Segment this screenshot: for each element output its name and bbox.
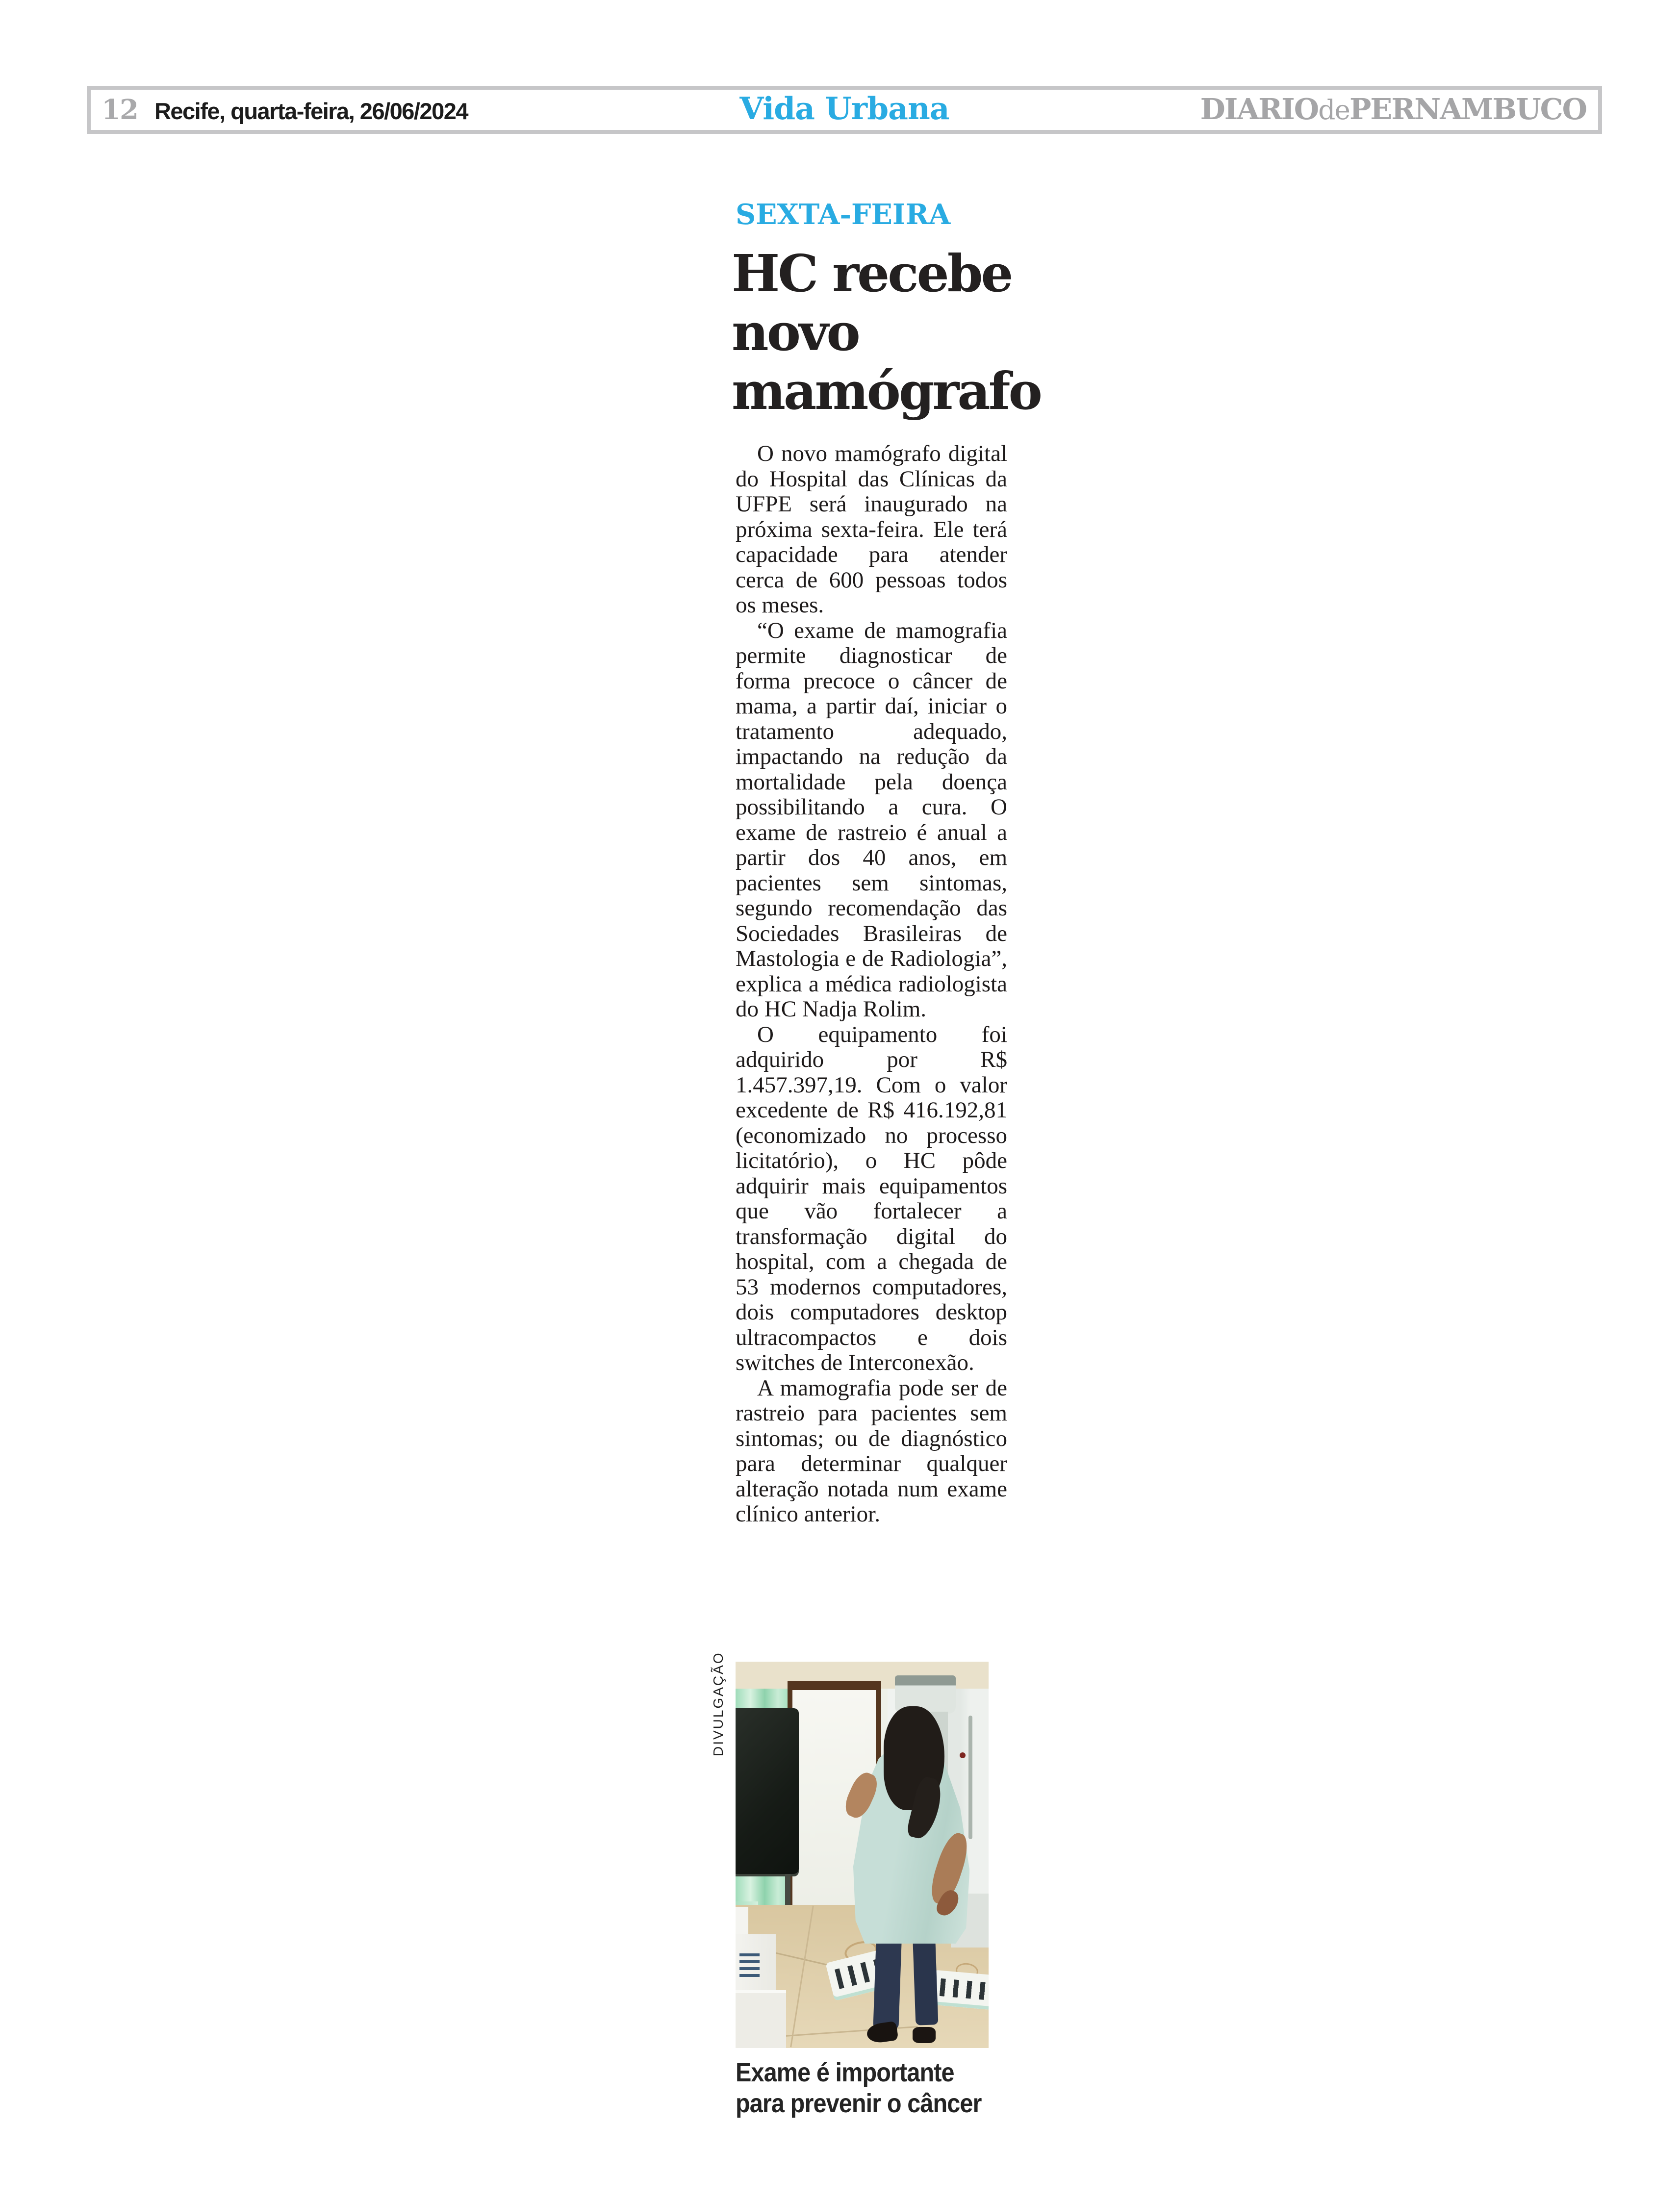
headline-line-3: mamógrafo <box>732 361 1041 421</box>
photo-machine-rail <box>968 1716 972 1839</box>
caption-line-2: para prevenir o câncer <box>736 2089 982 2118</box>
article-body <box>736 441 1007 1527</box>
photo-floor-marker-right <box>932 1970 989 2010</box>
headline-line-1: HC recebe <box>732 243 1012 304</box>
kicker: SEXTA-FEIRA <box>736 198 951 231</box>
photo-machine-red-button <box>960 1752 966 1758</box>
page-header-left <box>102 94 468 126</box>
brand-part-pernambuco: PERNAMBUCO <box>1349 92 1586 126</box>
page-header-bar <box>87 86 1602 134</box>
headline <box>732 243 1041 421</box>
photo-equipment-box-2 <box>736 1990 786 2048</box>
photo-marker-dashes-right <box>940 1978 987 2000</box>
photo-patient-right-shoe <box>913 2027 935 2043</box>
headline-line-2: novo <box>732 302 859 362</box>
article-photo <box>736 1662 989 2048</box>
body-paragraph-2: “O exame de mamografia permite diagnosticar de forma precoce o câncer de mama, a partir daí, iniciar o tratamento adequado, impactando na redução da mortalidade pela doença possibilitando a cura. O exame de rastreio é anual a partir dos 40 anos, em pacientes sem sintomas, segundo recomendação das Sociedades Brasileiras de Mastologia e de Radiologia”, explica a médica radiologista do HC Nadja Rolim. <box>736 617 1007 1022</box>
section-title: Vida Urbana <box>739 90 949 127</box>
caption-line-1: Exame é importante <box>736 2058 954 2087</box>
page-number: 12 <box>102 94 138 126</box>
page-header-inner <box>91 90 1598 130</box>
photo-equipment-label <box>739 1953 760 1980</box>
photo-tv-screen <box>736 1708 799 1874</box>
brand-part-diario: DIARIO <box>1200 92 1319 126</box>
body-paragraph-3: O equipamento foi adquirido por R$ 1.457.397,19. Com o valor excedente de R$ 416.192,81 (economizado no processo licitatório), o HC pôde adquirir mais equipamentos que vão fortalecer a transformação digital do hospital, com a chegada de 53 modernos computadores, dois computadores desktop ultracompactos e dois switches de Interconexão. <box>736 1021 1007 1375</box>
body-paragraph-4: A mamografia pode ser de rastreio para pacientes sem sintomas; ou de diagnóstico para determinar qualquer alteração notada num exame clínico anterior. <box>736 1375 1007 1527</box>
body-paragraph-1: O novo mamógrafo digital do Hospital das Clínicas da UFPE será inaugurado na próxima sexta-feira. Ele terá capacidade para atender cerca de 600 pessoas todos os meses. <box>736 441 1007 618</box>
brand-part-de: de <box>1318 94 1349 126</box>
date-line: Recife, quarta-feira, 26/06/2024 <box>154 98 468 124</box>
photo-caption <box>736 2057 982 2119</box>
masthead-brand <box>1200 92 1586 126</box>
photo-credit: DIVULGAÇÃO <box>711 1651 726 1756</box>
